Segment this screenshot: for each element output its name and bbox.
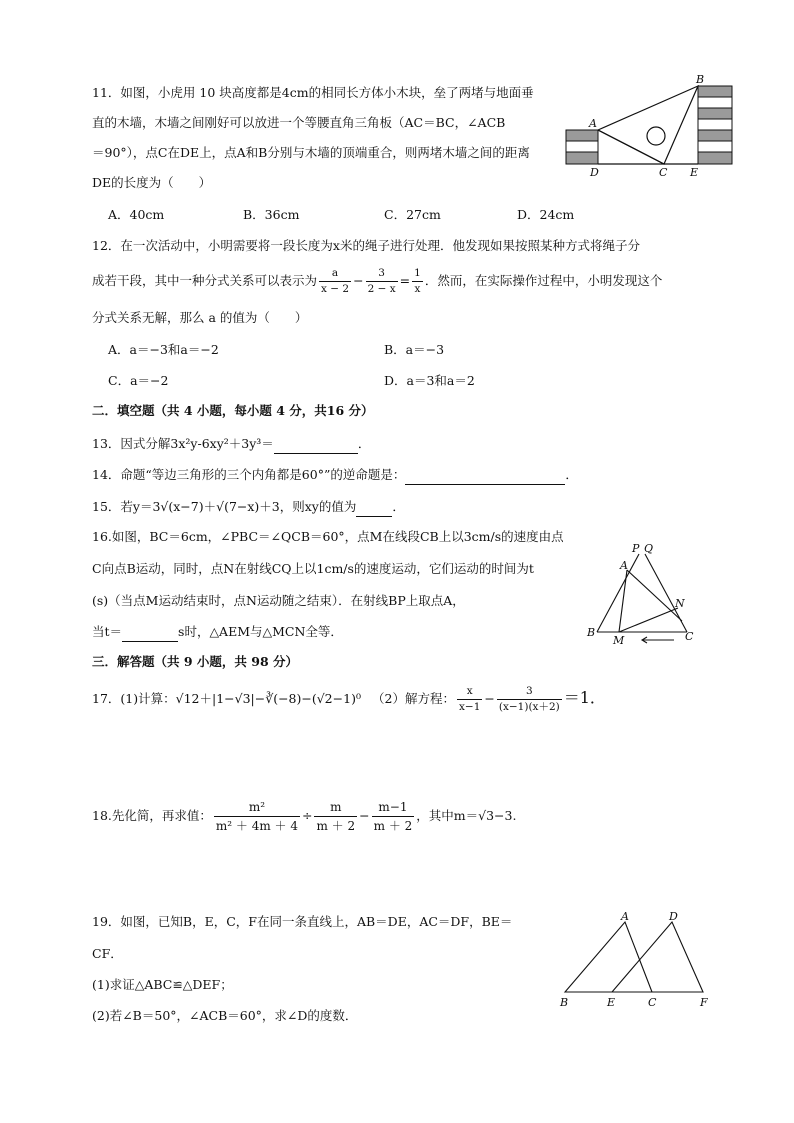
q16-line4-end: s时，△AEM与△MCN全等． bbox=[178, 624, 343, 639]
q13-text: 13．因式分解3x²y-6xy²＋3y³＝ bbox=[92, 436, 274, 451]
q11-line3: ＝90°），点C在DE上，点A和B分别与木墙的顶端重合，则两堵木墙之间的距离 bbox=[92, 145, 530, 160]
q16-label-q: Q bbox=[644, 542, 654, 555]
q12-fraction-3 bbox=[412, 266, 423, 297]
section-2-heading: 二．填空题（共 4 小题，每小题 4 分，共16 分） bbox=[92, 403, 374, 418]
minus-sign: − bbox=[353, 273, 364, 288]
q15 bbox=[92, 498, 405, 517]
fraction-denominator: m ＋ 2 bbox=[316, 819, 356, 833]
q19-label-e: E bbox=[607, 996, 616, 1009]
q19-line3: (1)求证△ABC≌△DEF； bbox=[92, 977, 233, 992]
q16-line3: (s)（当点M运动结束时，点N运动随之结束）．在射线BP上取点A， bbox=[92, 593, 465, 608]
q16-figure bbox=[582, 540, 702, 650]
q19-label-f: F bbox=[700, 996, 708, 1009]
minus-sign: − bbox=[484, 691, 495, 706]
q12-line2 bbox=[92, 264, 662, 298]
q19-figure bbox=[555, 908, 720, 1013]
q11-label-e: E bbox=[690, 166, 699, 179]
q18-text: 18.先化简，再求值： bbox=[92, 808, 212, 823]
q18 bbox=[92, 796, 516, 836]
q19-label-a: A bbox=[621, 910, 629, 923]
q12-option-c: C．a＝−2 bbox=[108, 373, 169, 388]
q17-part1: 17．(1)计算：√12＋|1−√3|−∛(−8)−(√2−1)⁰ bbox=[92, 691, 361, 706]
q16-line1: 16.如图，BC＝6cm，∠PBC＝∠QCB＝60°，点M在线段CB上以3cm/s的速度由点 bbox=[92, 529, 564, 544]
q13-end: ． bbox=[357, 436, 371, 451]
q17-fraction-2 bbox=[497, 684, 562, 715]
minus-sign: − bbox=[359, 808, 370, 823]
q11-line2: 直的木墙，木墙之间刚好可以放进一个等腰直角三角板（AC＝BC，∠ACB bbox=[92, 115, 506, 130]
q11-option-c: C．27cm bbox=[384, 207, 441, 222]
q16-label-m: M bbox=[613, 634, 625, 647]
q12-option-d: D．a＝3和a＝2 bbox=[384, 373, 475, 388]
q16-label-n: N bbox=[675, 597, 685, 610]
fraction-numerator: 1 bbox=[412, 266, 423, 282]
q15-end: ． bbox=[392, 499, 405, 514]
q13 bbox=[92, 435, 370, 454]
fraction-denominator: m² ＋ 4m ＋ 4 bbox=[215, 819, 298, 833]
fraction-numerator: m−1 bbox=[372, 798, 415, 817]
q19-line4: (2)若∠B＝50°，∠ACB＝60°，求∠D的度数． bbox=[92, 1008, 358, 1023]
q18-end: ，其中m＝√3−3. bbox=[416, 808, 517, 823]
q14-answer-blank bbox=[405, 466, 565, 485]
q13-answer-blank bbox=[274, 435, 358, 454]
fraction-denominator: (x−1)(x＋2) bbox=[498, 701, 560, 713]
q19-line1: 19．如图，已知B，E，C，F在同一条直线上，AB＝DE，AC＝DF，BE＝ bbox=[92, 914, 513, 929]
fraction-numerator: m bbox=[314, 798, 357, 817]
q11-label-a: A bbox=[589, 117, 597, 130]
fraction-numerator: 3 bbox=[366, 266, 398, 282]
fraction-numerator: 3 bbox=[497, 684, 562, 700]
q12-line3: 分式关系无解，那么 a 的值为（ ） bbox=[92, 310, 308, 325]
q12-fraction-2 bbox=[366, 266, 398, 297]
q11-figure bbox=[560, 72, 740, 182]
q16-line4-text: 当t＝ bbox=[92, 624, 123, 639]
fraction-numerator: x bbox=[457, 684, 482, 700]
q12-line2-text: 成若干段，其中一种分式关系可以表示为 bbox=[92, 273, 318, 288]
fraction-denominator: x bbox=[414, 283, 421, 295]
q14-text: 14．命题“等边三角形的三个内角都是60°”的逆命题是： bbox=[92, 467, 406, 482]
q12-option-b: B．a＝−3 bbox=[384, 342, 445, 357]
q11-label-c: C bbox=[659, 166, 668, 179]
q15-answer-blank bbox=[356, 498, 392, 517]
q11-option-a: A．40cm bbox=[108, 207, 165, 222]
q14-end: ． bbox=[565, 467, 578, 482]
q19-line2: CF． bbox=[92, 946, 123, 961]
q15-text: 15．若y＝3√(x−7)＋√(7−x)＋3，则xy的值为 bbox=[92, 499, 357, 514]
q12-option-a: A．a＝−3和a＝−2 bbox=[108, 342, 219, 357]
q16-label-p: P bbox=[632, 542, 640, 555]
q19-label-d: D bbox=[669, 910, 678, 923]
q16-label-a: A bbox=[620, 559, 628, 572]
q18-fraction-2 bbox=[314, 798, 357, 835]
fraction-denominator: x−1 bbox=[458, 701, 481, 713]
q12-fraction-1 bbox=[319, 266, 351, 297]
q11-label-d: D bbox=[590, 166, 599, 179]
q18-fraction-1 bbox=[214, 798, 300, 835]
division-sign: ÷ bbox=[302, 808, 313, 823]
q12-line2-end: ．然而，在实际操作过程中，小明发现这个 bbox=[424, 273, 663, 288]
q16-line2: C向点B运动，同时，点N在射线CQ上以1cm/s的速度运动，它们运动的时间为t bbox=[92, 561, 534, 576]
q19-label-b: B bbox=[560, 996, 569, 1009]
q16-label-c: C bbox=[685, 630, 694, 643]
q16-line4 bbox=[92, 623, 343, 642]
equals-sign: = bbox=[399, 273, 411, 288]
q11-label-b: B bbox=[696, 73, 705, 86]
fraction-numerator: m² bbox=[214, 798, 300, 817]
fraction-denominator: 2 − x bbox=[367, 283, 396, 295]
q11-option-b: B．36cm bbox=[243, 207, 300, 222]
q16-answer-blank bbox=[122, 623, 178, 642]
q11-line4: DE的长度为（ ） bbox=[92, 175, 212, 190]
q11-option-d: D．24cm bbox=[517, 207, 575, 222]
fraction-denominator: m ＋ 2 bbox=[373, 819, 413, 833]
q17-part2-text: （2）解方程： bbox=[372, 691, 455, 706]
fraction-numerator: a bbox=[319, 266, 351, 282]
q12-line1: 12．在一次活动中，小明需要将一段长度为x米的绳子进行处理．他发现如果按照某种方式将绳子分 bbox=[92, 238, 640, 253]
q18-fraction-3 bbox=[372, 798, 415, 835]
fraction-denominator: x − 2 bbox=[321, 283, 350, 295]
section-3-heading: 三．解答题（共 9 小题，共 98 分） bbox=[92, 654, 299, 669]
q14 bbox=[92, 466, 578, 485]
q17-fraction-1 bbox=[457, 684, 482, 715]
q19-label-c: C bbox=[648, 996, 657, 1009]
q16-label-b: B bbox=[587, 626, 596, 639]
q17-part2 bbox=[372, 681, 606, 716]
q11-line1: 11．如图，小虎用 10 块高度都是4cm的相同长方体小木块，垒了两堵与地面垂 bbox=[92, 85, 534, 100]
q17-part2-end: ＝1． bbox=[563, 688, 606, 707]
